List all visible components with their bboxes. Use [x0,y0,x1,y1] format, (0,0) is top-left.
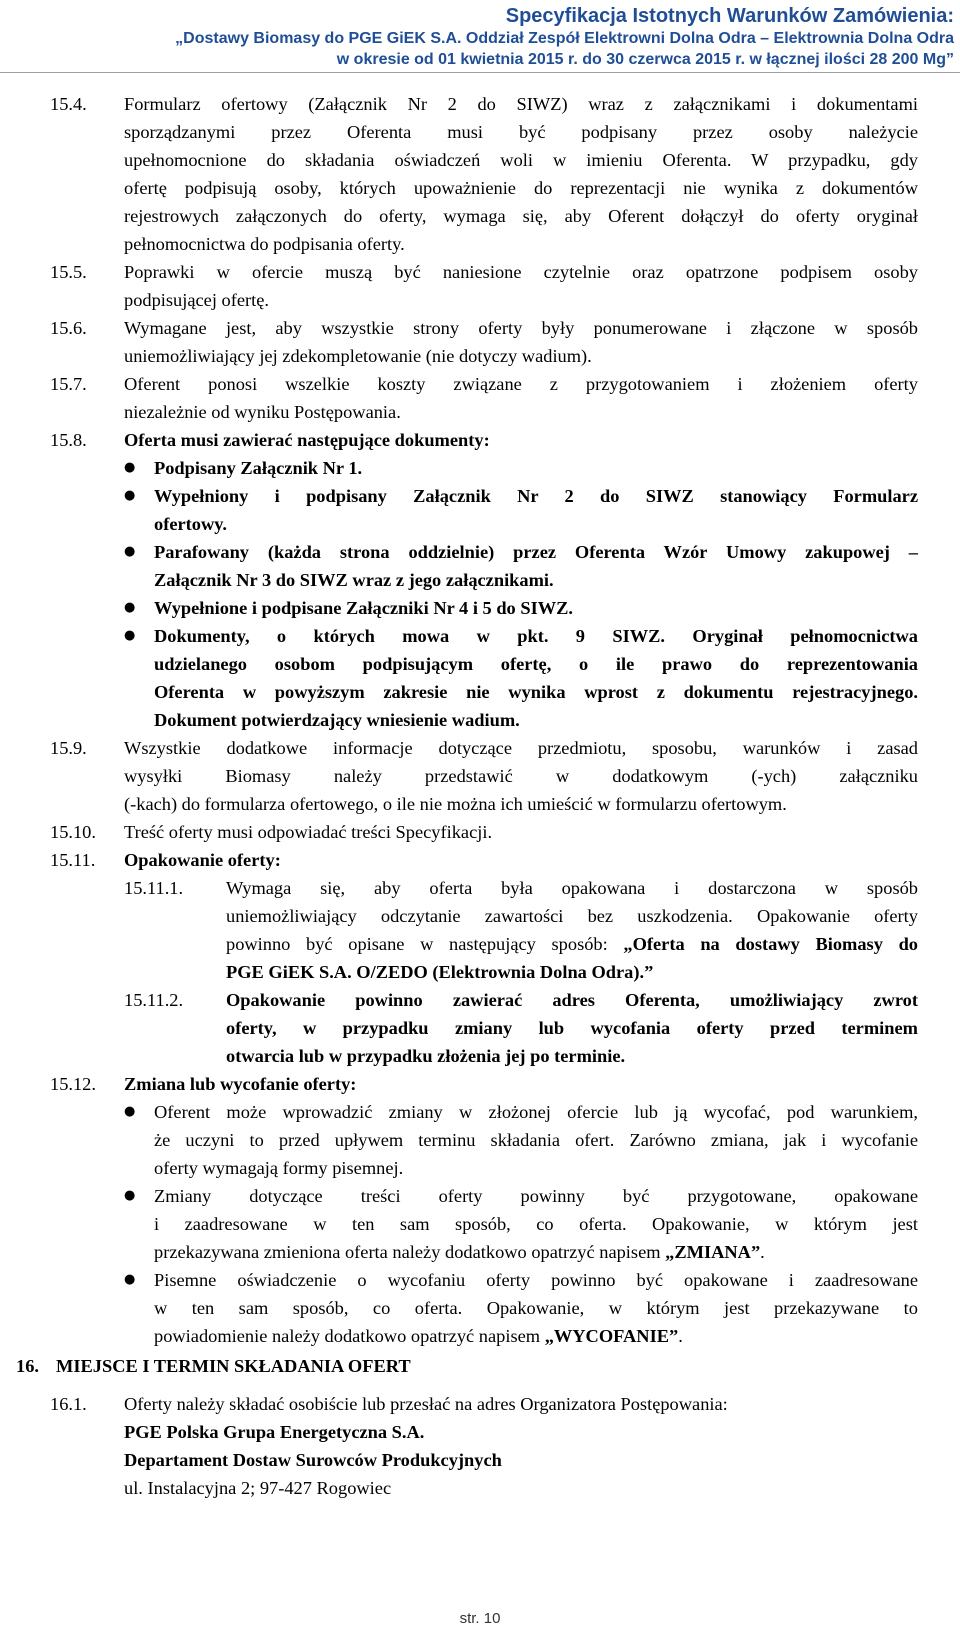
list-item: Dokument potwierdzający wniesienie wadium. [154,710,520,730]
section-15-4-line: sporządzanymi przez Oferenta musi być podpisany przez osoby należycie [124,122,918,142]
subsection-15-11-2-line: Opakowanie powinno zawierać adres Oferenta, umożliwiający zwrot [226,990,918,1010]
subsection-number: 15.11.1. [124,878,184,898]
section-number: 15.4. [50,94,87,114]
page-number: str. 10 [459,1610,501,1627]
section-15-6-line: uniemożliwiający jej zdekompletowanie (nie dotyczy wadium). [124,346,592,366]
list-item: Oferenta w powyższym zakresie nie wynika wprost z dokumentu rejestracyjnego. [154,682,918,702]
list-item: ofertowy. [154,514,228,534]
header-period: w okresie od 01 kwietnia 2015 r. do 30 czerwca 2015 r. w łącznej ilości 28 200 Mg” [336,51,954,68]
list-item: Wypełniony i podpisany Załącznik Nr 2 do SIWZ stanowiący Formularz [154,486,918,506]
subsection-15-11-1-text: powinno być opisane w następujący sposób: [226,934,624,954]
section-15-4-line: upełnomocnione do składania oświadczeń woli w imieniu Oferenta. W przypadku, gdy [124,150,918,170]
envelope-label: PGE GiEK S.A. O/ZEDO (Elektrownia Dolna Odra).” [226,962,654,982]
envelope-label: „ZMIANA” [665,1242,761,1262]
list-item: i zaadresowane w ten sam sposób, co oferta. Opakowanie, w którym jest [154,1214,918,1234]
list-item: w ten sam sposób, co oferta. Opakowanie, w którym jest przekazywane to [154,1298,918,1318]
section-15-4-line: Formularz ofertowy (Załącznik Nr 2 do SIWZ) wraz z załącznikami i dokumentami [124,94,918,114]
list-item: że uczyni to przed upływem terminu składania ofert. Zarówno zmiana, jak i wycofanie [154,1130,918,1150]
list-item: oferty wymagają formy pisemnej. [154,1158,404,1178]
subsection-15-11-1-line [226,930,918,958]
section-number: 15.11. [50,850,96,870]
list-item: Pisemne oświadczenie o wycofaniu oferty powinno być opakowane i zaadresowane [154,1270,918,1290]
section-number: 15.9. [50,738,87,758]
section-15-4-line: ofertę podpisują osoby, których upoważnienie do reprezentacji nie wynika z dokumentów [124,178,918,198]
section-number: 15.10. [50,822,96,842]
address-street: ul. Instalacyjna 2; 97-427 Rogowiec [124,1478,392,1498]
bullet-icon: ● [124,488,136,503]
list-item: Wypełnione i podpisane Załączniki Nr 4 i 5 do SIWZ. [154,598,573,618]
list-item [154,1322,683,1350]
section-number: 15.12. [50,1074,96,1094]
bullet-icon: ● [124,1272,136,1287]
section-15-7-line: niezależnie od wyniku Postępowania. [124,402,401,422]
chapter-number: 16. [16,1356,39,1376]
header-divider [0,72,960,73]
list-item: Zmiany dotyczące treści oferty powinny być przygotowane, opakowane [154,1186,918,1206]
envelope-label: „Oferta na dostawy Biomasy do [623,934,918,954]
list-item: Podpisany Załącznik Nr 1. [154,458,363,478]
section-15-9-line: wysyłki Biomasy należy przedstawić w dodatkowym (-ych) załączniku [124,766,918,786]
list-item: Oferent może wprowadzić zmiany w złożonej ofercie lub ją wycofać, pod warunkiem, [154,1102,918,1122]
section-number: 15.5. [50,262,87,282]
address-company: PGE Polska Grupa Energetyczna S.A. [124,1422,425,1442]
list-item: Parafowany (każda strona oddzielnie) przez Oferenta Wzór Umowy zakupowej – [154,542,918,562]
section-15-5-line: podpisującej ofertę. [124,290,270,310]
section-number: 15.7. [50,374,87,394]
subsection-15-11-1-line: uniemożliwiający odczytanie zawartości bez uszkodzenia. Opakowanie oferty [226,906,918,926]
bullet-icon: ● [124,544,136,559]
section-15-6-line: Wymagane jest, aby wszystkie strony oferty były ponumerowane i złączone w sposób [124,318,918,338]
section-15-10-line: Treść oferty musi odpowiadać treści Specyfikacji. [124,822,493,842]
list-item-text: . [760,1242,765,1262]
list-item: Dokumenty, o których mowa w pkt. 9 SIWZ. Oryginał pełnomocnictwa [154,626,918,646]
bullet-icon: ● [124,460,136,475]
header-title: Specyfikacja Istotnych Warunków Zamówienia: [505,5,954,27]
header-subtitle: „Dostawy Biomasy do PGE GiEK S.A. Oddział Zespół Elektrowni Dolna Odra – Elektrownia Dolna Odra [175,30,954,47]
section-15-9-line: (-kach) do formularza ofertowego, o ile nie można ich umieścić w formularzu ofertowym. [124,794,787,814]
list-item-text: powiadomienie należy dodatkowo opatrzyć napisem [154,1326,545,1346]
subsection-15-11-2-line: oferty, w przypadku zmiany lub wycofania oferty przed terminem [226,1018,918,1038]
section-15-7-line: Oferent ponosi wszelkie koszty związane z przygotowaniem i złożeniem oferty [124,374,918,394]
section-15-9-line: Wszystkie dodatkowe informacje dotyczące przedmiotu, sposobu, warunków i zasad [124,738,918,758]
section-15-11-title: Opakowanie oferty: [124,850,281,870]
list-item-text: przekazywana zmieniona oferta należy dodatkowo opatrzyć napisem [154,1242,666,1262]
section-15-4-line: rejestrowych załączonych do oferty, wymaga się, aby Oferent dołączył do oferty oryginał [124,206,918,226]
list-item-text: . [678,1326,683,1346]
bullet-icon: ● [124,600,136,615]
bullet-icon: ● [124,1104,136,1119]
list-item: Załącznik Nr 3 do SIWZ wraz z jego załącznikami. [154,570,554,590]
section-number: 16.1. [50,1394,87,1414]
chapter-title: MIEJSCE I TERMIN SKŁADANIA OFERT [56,1356,411,1376]
section-number: 15.8. [50,430,87,450]
section-16-1-line: Oferty należy składać osobiście lub przesłać na adres Organizatora Postępowania: [124,1394,728,1414]
document-header [14,4,954,70]
section-15-4-line: pełnomocnictwa do podpisania oferty. [124,234,405,254]
subsection-15-11-1-line: Wymaga się, aby oferta była opakowana i dostarczona w sposób [226,878,918,898]
section-15-5-line: Poprawki w ofercie muszą być naniesione czytelnie oraz opatrzone podpisem osoby [124,262,918,282]
subsection-15-11-2-line: otwarcia lub w przypadku złożenia jej po terminie. [226,1046,626,1066]
section-number: 15.6. [50,318,87,338]
subsection-number: 15.11.2. [124,990,184,1010]
address-department: Departament Dostaw Surowców Produkcyjnych [124,1450,502,1470]
section-15-12-title: Zmiana lub wycofanie oferty: [124,1074,357,1094]
bullet-icon: ● [124,1188,136,1203]
list-item [154,1238,765,1266]
list-item: udzielanego osobom podpisującym ofertę, o ile prawo do reprezentowania [154,654,918,674]
section-15-8-title: Oferta musi zawierać następujące dokumenty: [124,430,490,450]
envelope-label: „WYCOFANIE” [544,1326,679,1346]
bullet-icon: ● [124,628,136,643]
